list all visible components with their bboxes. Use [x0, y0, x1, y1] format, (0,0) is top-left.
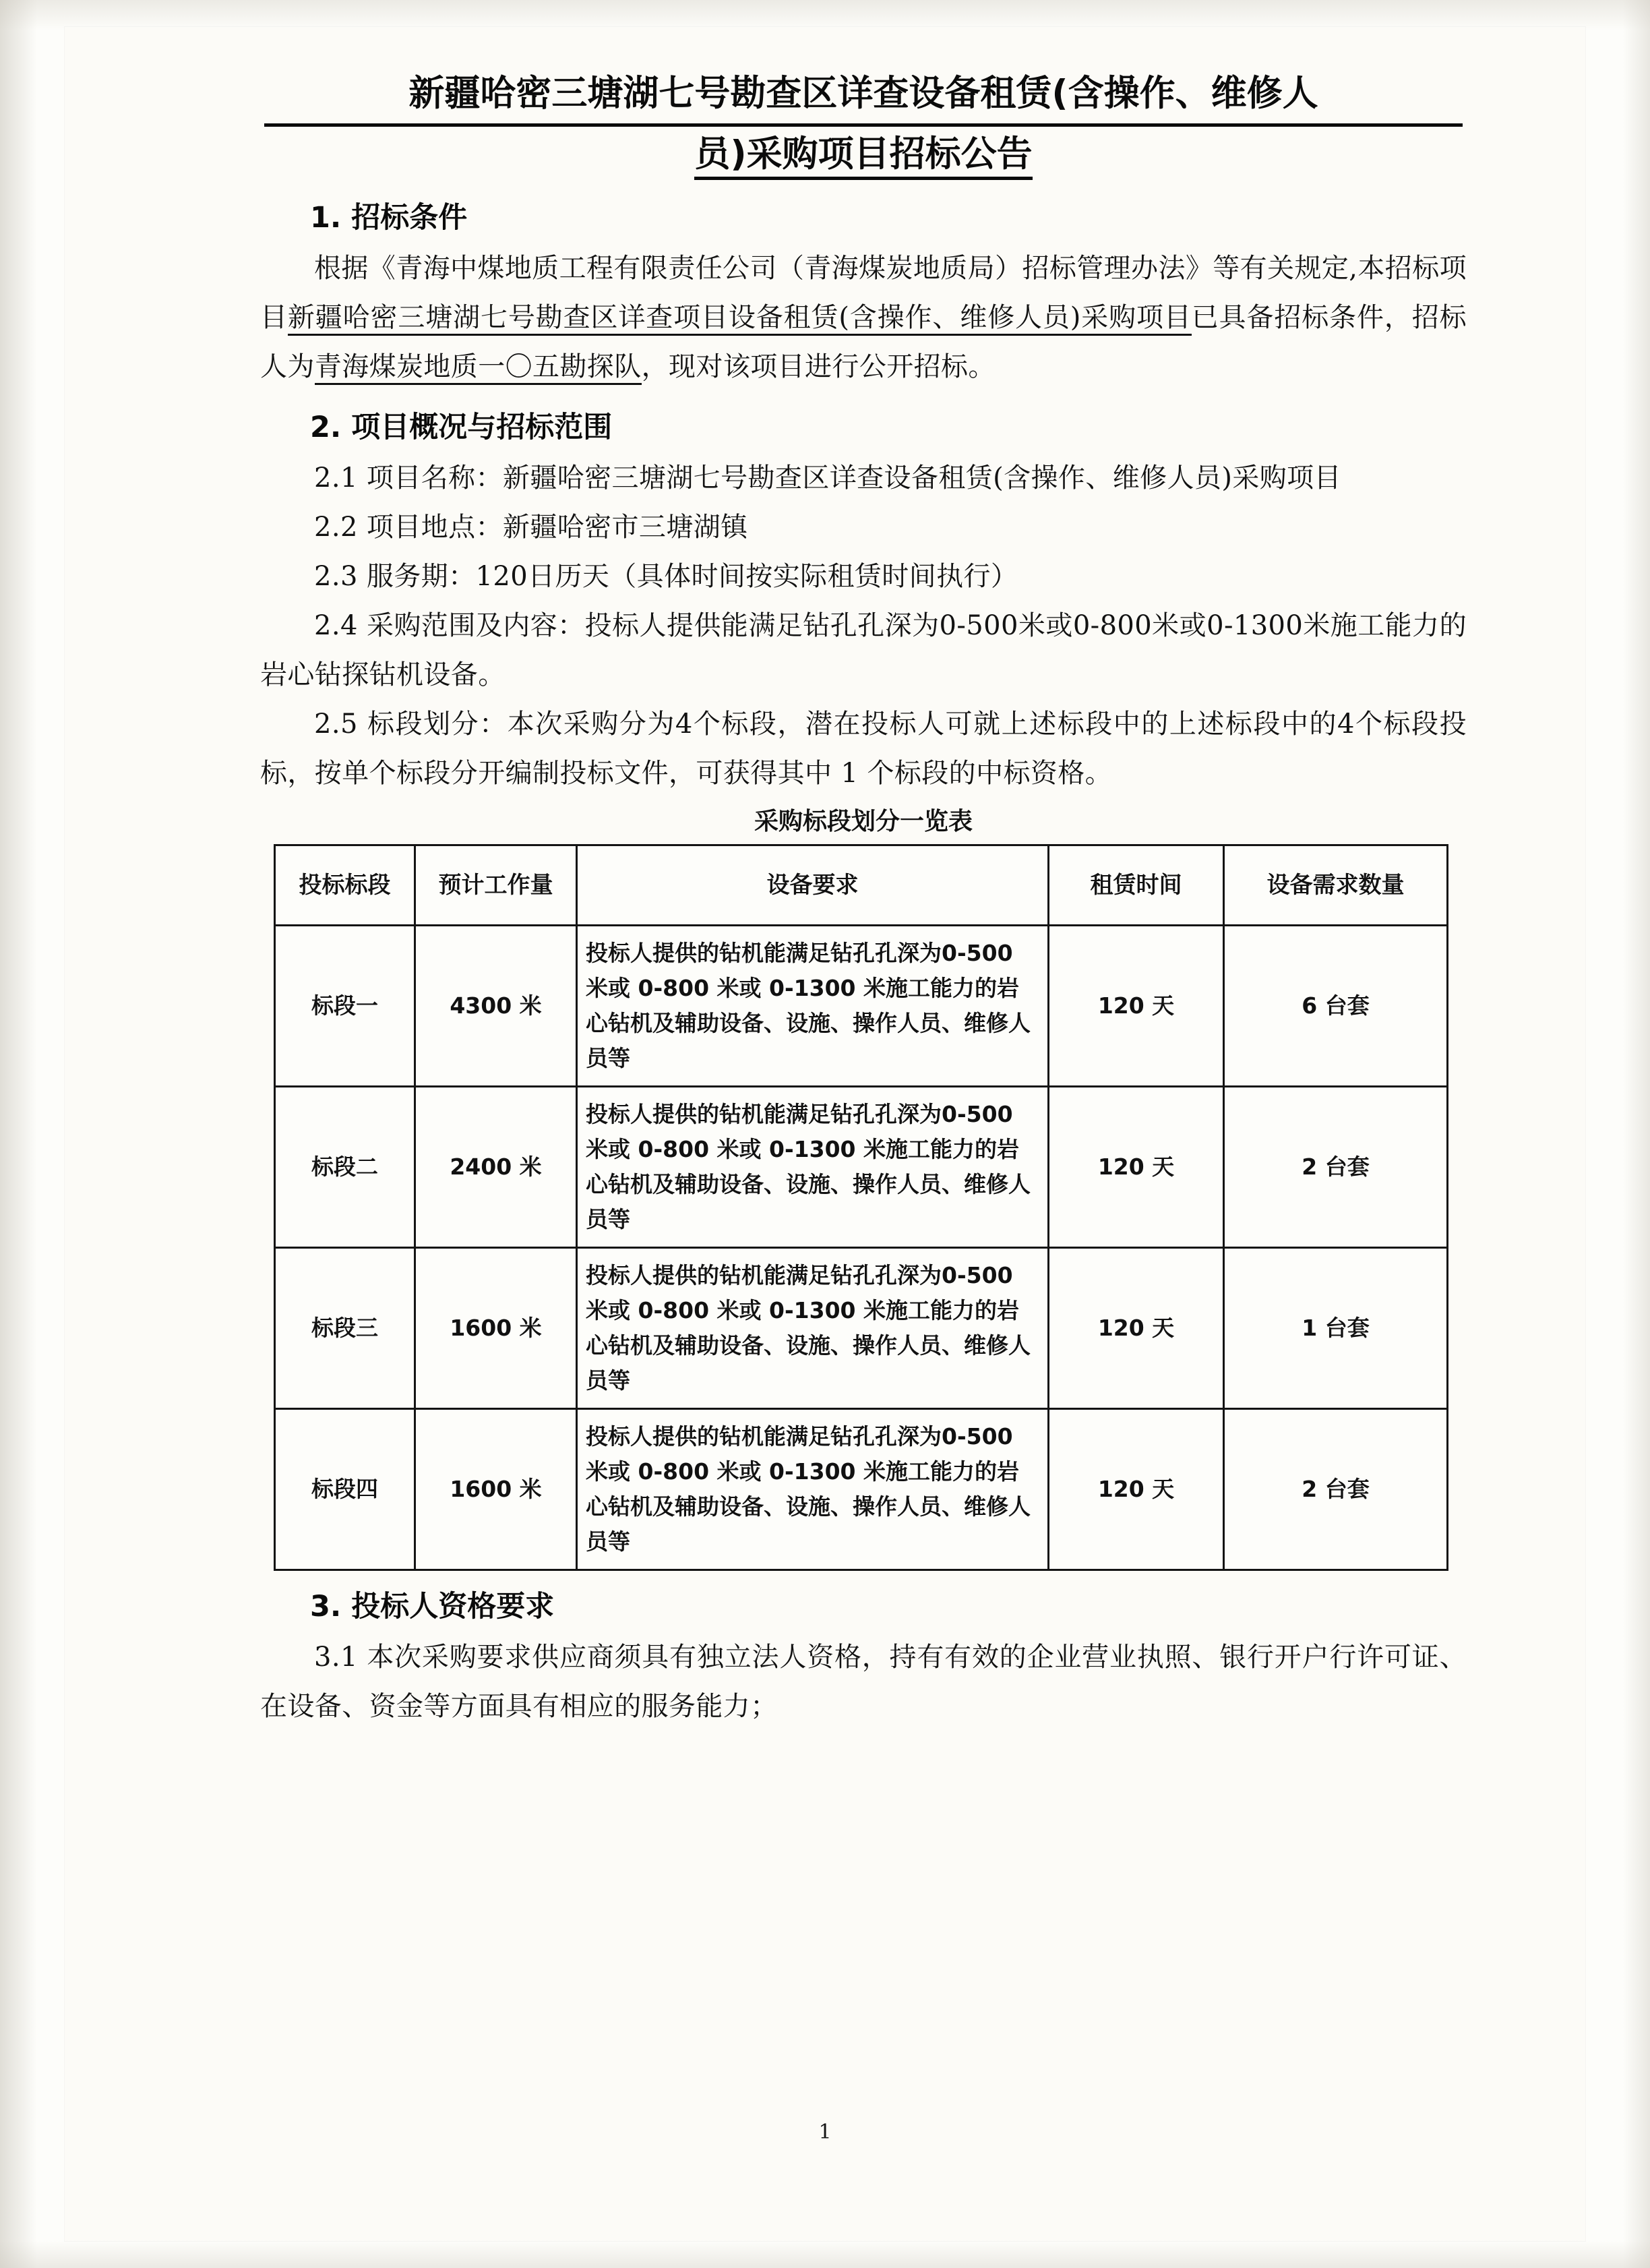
cell-duration: 120 天 [1049, 1087, 1224, 1248]
cell-workload: 4300 米 [415, 926, 577, 1087]
cell-requirement: 投标人提供的钻机能满足钻孔孔深为0-500 米或 0-800 米或 0-1300 米施工能力的岩心钻机及辅助设备、设施、操作人员、维修人员等 [577, 1248, 1049, 1409]
page-title [260, 66, 1467, 182]
para-part-plain-2: 已具备招标条件，招标人为 [260, 302, 1467, 382]
table-header-quantity: 设备需求数量 [1224, 845, 1448, 926]
cell-quantity: 6 台套 [1224, 926, 1448, 1087]
cell-workload: 1600 米 [415, 1248, 577, 1409]
cell-quantity: 2 台套 [1224, 1087, 1448, 1248]
table-row [275, 1087, 1448, 1248]
page-content [260, 66, 1467, 1731]
table-row [275, 1248, 1448, 1409]
cell-requirement: 投标人提供的钻机能满足钻孔孔深为0-500 米或 0-800 米或 0-1300 米施工能力的岩心钻机及辅助设备、设施、操作人员、维修人员等 [577, 926, 1049, 1087]
cell-requirement: 投标人提供的钻机能满足钻孔孔深为0-500 米或 0-800 米或 0-1300 米施工能力的岩心钻机及辅助设备、设施、操作人员、维修人员等 [577, 1409, 1049, 1570]
cell-lot: 标段一 [275, 926, 415, 1087]
lot-division-table [274, 844, 1448, 1571]
para-part-underlined-tenderer: 青海煤炭地质一〇五勘探队 [315, 351, 642, 385]
section-2-item-2-4: 2.4 采购范围及内容：投标人提供能满足钻孔孔深为0-500米或0-800米或0-1300米施工能力的岩心钻探钻机设备。 [260, 610, 1467, 690]
para-part-plain-1: 根据《青海中煤地质工程有限责任公司（青海煤炭地质局）招标管理办法》等有关规定,本招标项目 [260, 253, 1467, 333]
section-2-item-2-3: 2.3 服务期：120日历天（具体时间按实际租赁时间执行） [314, 561, 1018, 592]
cell-quantity: 2 台套 [1224, 1409, 1448, 1570]
para-part-plain-3: ，现对该项目进行公开招标。 [641, 351, 996, 382]
table-row [275, 1409, 1448, 1570]
cell-lot: 标段四 [275, 1409, 415, 1570]
para-part-underlined-project-name: 新疆哈密三塘湖七号勘查区详查项目设备租赁(含操作、维修人员)采购项目 [288, 302, 1192, 336]
section-1-heading: 1. 招标条件 [310, 201, 468, 235]
cell-duration: 120 天 [1049, 1248, 1224, 1409]
page-title-line-2: 员)采购项目招标公告 [694, 133, 1032, 180]
table-row [275, 926, 1448, 1087]
table-header-lot: 投标标段 [275, 845, 415, 926]
table-header-requirement: 设备要求 [577, 845, 1049, 926]
cell-workload: 2400 米 [415, 1087, 577, 1248]
section-3-heading: 3. 投标人资格要求 [310, 1590, 555, 1623]
table-header-workload: 预计工作量 [415, 845, 577, 926]
cell-lot: 标段二 [275, 1087, 415, 1248]
table-header-duration: 租赁时间 [1049, 845, 1224, 926]
scanned-sheet [65, 27, 1585, 2241]
cell-requirement: 投标人提供的钻机能满足钻孔孔深为0-500 米或 0-800 米或 0-1300 米施工能力的岩心钻机及辅助设备、设施、操作人员、维修人员等 [577, 1087, 1049, 1248]
section-2-item-2-5: 2.5 标段划分：本次采购分为4个标段，潜在投标人可就上述标段中的上述标段中的4个标段投标，按单个标段分开编制投标文件，可获得其中 1 个标段的中标资格。 [260, 709, 1467, 789]
section-2-item-2-1: 2.1 项目名称：新疆哈密三塘湖七号勘查区详查设备租赁(含操作、维修人员)采购项目 [314, 462, 1341, 494]
section-2-heading: 2. 项目概况与招标范围 [310, 411, 613, 444]
table-header-row [275, 845, 1448, 926]
table-caption: 采购标段划分一览表 [754, 808, 973, 835]
cell-duration: 120 天 [1049, 926, 1224, 1087]
cell-workload: 1600 米 [415, 1409, 577, 1570]
page-title-line-1: 新疆哈密三塘湖七号勘查区详查设备租赁(含操作、维修人 [264, 66, 1463, 127]
section-2-item-2-2: 2.2 项目地点：新疆哈密市三塘湖镇 [314, 512, 748, 543]
section-3-item-3-1: 3.1 本次采购要求供应商须具有独立法人资格，持有有效的企业营业执照、银行开户行许可证、在设备、资金等方面具有相应的服务能力； [260, 1642, 1467, 1722]
cell-lot: 标段三 [275, 1248, 415, 1409]
page-number: 1 [818, 2120, 832, 2144]
cell-duration: 120 天 [1049, 1409, 1224, 1570]
section-1-paragraph [260, 244, 1467, 392]
cell-quantity: 1 台套 [1224, 1248, 1448, 1409]
